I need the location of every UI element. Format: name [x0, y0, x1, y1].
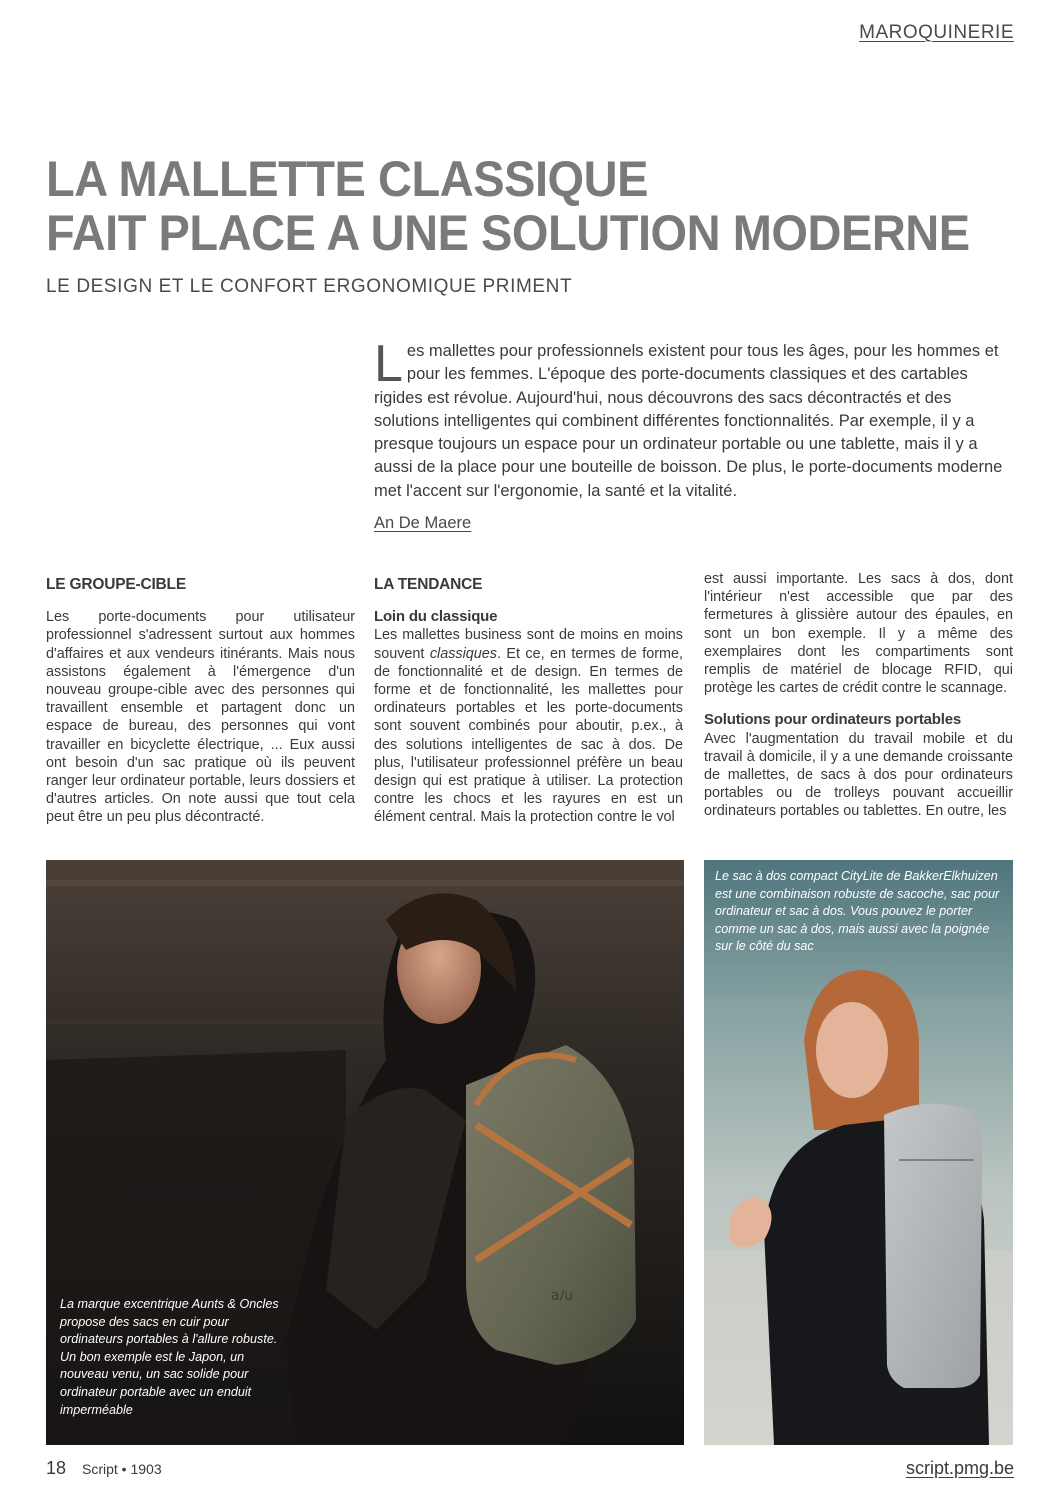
- headline-line-2: FAIT PLACE A UNE SOLUTION MODERNE: [46, 205, 970, 261]
- section-tag: MAROQUINERIE: [859, 22, 1014, 43]
- col2-heading: LA TENDANCE: [374, 576, 483, 593]
- col1-text: Les porte-documents pour utilisateur professionnel s'adressent surtout aux hommes d'affaires et aux vendeurs itinérants. Mais nous assistons également à l'émergence d'un nouveau groupe-cible avec des personnes qui travaillent ensemble et partagent donc un espace de bureau, des personnes qui vont travailler en bicyclette électrique, ... Eux aussi ont besoin d'un sac pratique où ils peuvent ranger leur ordinateur portable, leurs dossiers et d'autres articles. On note aussi que tout cela peut être un peu plus décontracté.: [46, 609, 355, 826]
- col2-text: [374, 626, 683, 826]
- col1-heading: LE GROUPE-CIBLE: [46, 576, 186, 593]
- page-number: 18: [46, 1458, 67, 1478]
- caption-left: La marque excentrique Aunts & Oncles propose des sacs en cuir pour ordinateurs portables à l'allure robuste. Un bon exemple est le Japon, un nouveau venu, un sac solide pour ordinateur portable avec un enduit imperméable: [60, 1297, 279, 1417]
- col3-subheading: Solutions pour ordinateurs portables: [704, 711, 961, 729]
- subtitle: LE DESIGN ET LE CONFORT ERGONOMIQUE PRIMENT: [46, 276, 573, 297]
- footer-url-link[interactable]: script.pmg.be: [905, 1458, 1014, 1478]
- column-1: [46, 576, 355, 827]
- photo-citylite-backpack: [704, 860, 1013, 1445]
- caption-right: Le sac à dos compact CityLite de BakkerElkhuizen est une combinaison robuste de sacoche, sac pour ordinateur et sac à dos. Vous pouvez le porter comme un sac à dos, mais aussi avec la poignée sur le côté du sac: [715, 869, 1000, 954]
- col2-subheading: Loin du classique: [374, 608, 498, 626]
- photo-aunts-oncles-backpack: [46, 860, 684, 1445]
- column-3: [704, 570, 1013, 821]
- bag-logo: a/u: [551, 1288, 574, 1304]
- intro-paragraph: [374, 335, 1014, 503]
- drop-cap: L: [374, 335, 403, 393]
- headline-line-1: LA MALLETTE CLASSIQUE: [46, 151, 648, 207]
- author-byline[interactable]: An De Maere: [374, 514, 472, 532]
- col2-text-after: . Et ce, en termes de forme, de fonctionnalité et de design. En termes de forme et de fonctionnalité, les mallettes pour ordinateurs portables et les porte-documents sont souvent combinés pour aboutir, p.ex., à des solutions intelligentes de sac à dos. De plus, l'utilisateur professionnel préfère un beau design qui est pratique à utiliser. La protection contre les chocs et les rayures en est un élément central. Mais la protection contre le vol: [374, 645, 683, 826]
- headline: [46, 151, 970, 261]
- intro-text: es mallettes pour professionnels existent pour tous les âges, pour les hommes et pour les femmes. L'époque des porte-documents classiques et des cartables rigides est révolue. Aujourd'hui, nous découvrons des sacs décontractés et des solutions intelligentes qui combinent différentes fonctionnalités. Par exemple, il y a presque toujours un espace pour un ordinateur portable ou une tablette, mais il y a aussi de la place pour une bouteille de boisson. De plus, le porte-documents moderne met l'accent sur l'ergonomie, la santé et la vitalité.: [374, 342, 1003, 500]
- col3-text-2: Avec l'augmentation du travail mobile et du travail à domicile, il y a une demande croissante de mallettes, de sacs à dos pour ordinateurs portables ou de trolleys pouvant accueillir ordinateurs portables ou tablettes. En outre, les: [704, 730, 1013, 820]
- col2-text-before: Les mallettes business sont de moins en moins souvent: [374, 627, 683, 662]
- col3-text-1: est aussi importante. Les sacs à dos, dont l'intérieur n'est accessible que par des fermetures à glissière autour des épaules, en sont un bon exemple. Il y a même des exemplaires dont les compartiments sont remplis de matériel de blocage RFID, qui protège les cartes de crédit contre le scannage.: [704, 571, 1013, 697]
- col2-text-italic: classiques: [429, 645, 498, 662]
- column-2: [374, 576, 683, 827]
- magazine-issue: Script • 1903: [82, 1461, 162, 1477]
